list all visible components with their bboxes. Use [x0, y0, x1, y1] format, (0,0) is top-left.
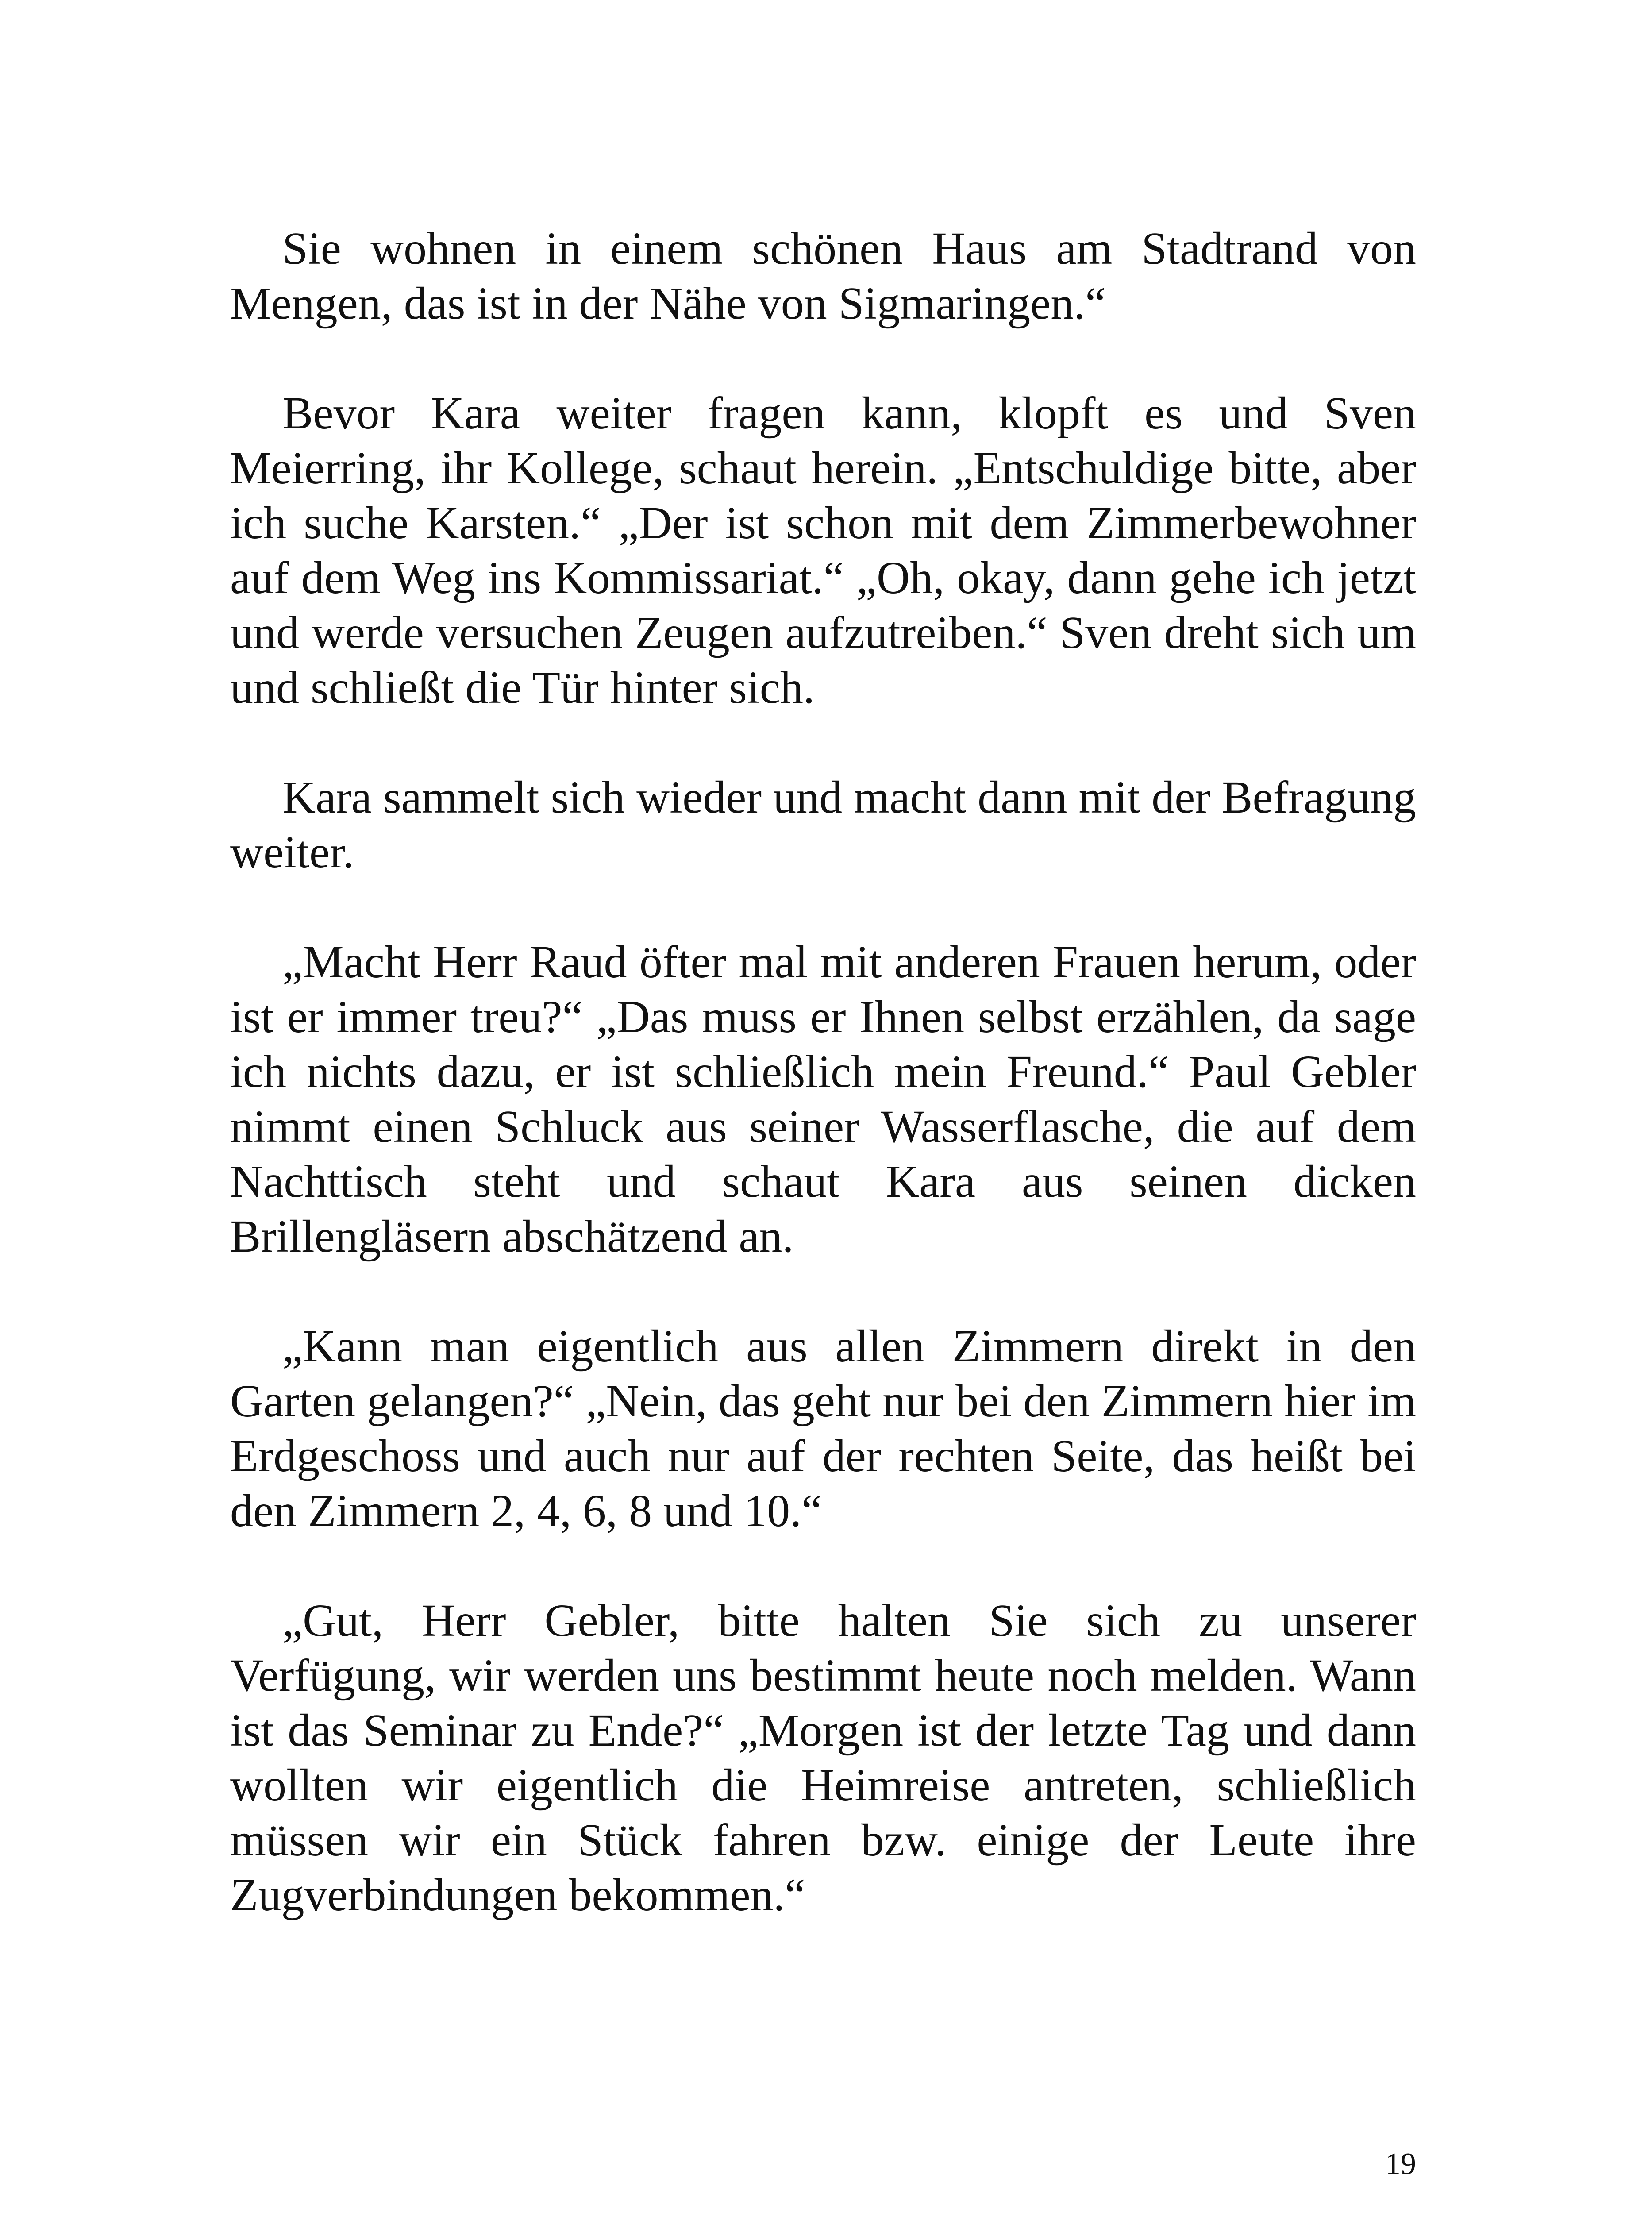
paragraph-4: „Macht Herr Raud öfter mal mit anderen Frauen herum, oder ist er immer treu?“ „Das muss er Ihnen selbst erzählen, da sage ich nichts dazu, er ist schließlich mein Freund.“ Paul Gebler nimmt einen Schluck aus seiner Wasserflasche, die auf dem Nachttisch steht und schaut Kara aus seinen dicken Brillengläsern abschätzend an. [230, 937, 1416, 1262]
page-number: 19 [1385, 2147, 1416, 2181]
paragraph-6: „Gut, Herr Gebler, bitte halten Sie sich zu unserer Verfügung, wir werden uns bestimmt heute noch melden. Wann ist das Seminar zu Ende?“ „Morgen ist der letzte Tag und dann wollten wir eigentlich die Heimreise antreten, schließlich müssen wir ein Stück fahren bzw. einige der Leute ihre Zugverbindungen bekommen.“ [230, 1595, 1416, 1920]
paragraph-3: Kara sammelt sich wieder und macht dann mit der Befragung weiter. [230, 772, 1416, 878]
paragraph-5: „Kann man eigentlich aus allen Zimmern direkt in den Garten gelangen?“ „Nein, das geht nur bei den Zimmern hier im Erdgeschoss und auch nur auf der rechten Seite, das heißt bei den Zimmern 2, 4, 6, 8 und 10.“ [230, 1321, 1416, 1536]
paragraph-2: Bevor Kara weiter fragen kann, klopft es und Sven Meierring, ihr Kollege, schaut herein. „Entschuldige bitte, aber ich suche Karsten.“ „Der ist schon mit dem Zimmerbewohner auf dem Weg ins Kommissariat.“ „Oh, okay, dann gehe ich jetzt und werde versuchen Zeugen aufzutreiben.“ Sven dreht sich um und schließt die Tür hinter sich. [230, 388, 1416, 713]
body-text [230, 221, 1416, 1923]
paragraph-1: Sie wohnen in einem schönen Haus am Stadtrand von Mengen, das ist in der Nähe von Sigmaringen.“ [230, 223, 1416, 329]
